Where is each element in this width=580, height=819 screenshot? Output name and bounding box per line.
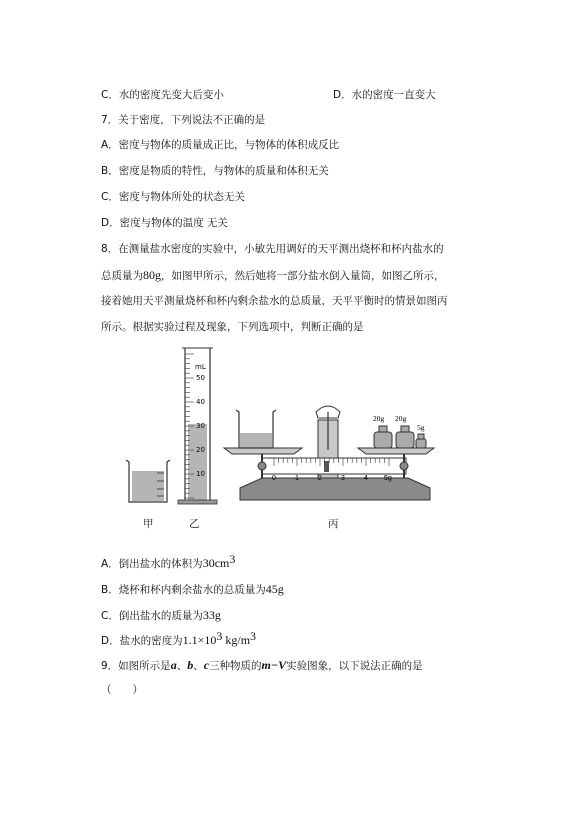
cylinder-tick-40: 40 xyxy=(196,398,205,406)
q6-option-d: D．水的密度一直变大 xyxy=(333,89,436,101)
q8-option-c: C．倒出盐水的质量为33g xyxy=(101,608,221,622)
q8-stem-line4: 所示。根据实验过程及现象，下列选项中，判断正确的是 xyxy=(101,321,364,333)
q8-stem-line3: 接着她用天平测量烧杯和杯内剩余盐水的总质量，天平平衡时的情景如图丙 xyxy=(101,295,448,307)
q8-figure xyxy=(112,340,452,540)
figure-label-jia: 甲 xyxy=(143,518,154,530)
beaker-jia xyxy=(126,460,170,502)
q7-option-a: A．密度与物体的质量成正比，与物体的体积成反比 xyxy=(101,139,340,151)
beam-scale-4: 4 xyxy=(364,475,368,482)
cylinder-tick-50: 50 xyxy=(196,374,205,382)
beam-scale-1: 1 xyxy=(295,475,299,482)
q9-answer-paren: （ ） xyxy=(101,684,143,696)
q8-option-d: D．盐水的密度为$1.1\times 10^3$ $kg/m^3$ xyxy=(101,629,257,647)
beam-scale-2: 2 xyxy=(318,475,322,482)
q9-stem: 9．如图所示是a、b、c三种物质的m−V实验图象，以下说法正确的是 xyxy=(101,658,423,672)
q7-stem: 7．关于密度，下列说法不正确的是 xyxy=(101,114,266,126)
q8-stem-line1: 8．在测量盐水密度的实验中，小敏先用调好的天平测出烧杯和杯内盐水的 xyxy=(101,243,444,255)
weight-label-20g-a: 20g xyxy=(373,414,385,423)
weight-label-5g: 5g xyxy=(417,423,425,432)
cylinder-tick-20: 20 xyxy=(196,446,205,454)
cylinder-unit: mL xyxy=(195,363,206,371)
weight-label-20g-b: 20g xyxy=(395,414,407,423)
beam-scale-3: 3 xyxy=(341,475,345,482)
cylinder-tick-30: 30 xyxy=(196,422,205,430)
q7-option-c: C．密度与物体所处的状态无关 xyxy=(101,191,245,203)
beam-scale-0: 0 xyxy=(272,475,276,482)
q8-option-a: A．倒出盐水的体积为$30cm^3$ xyxy=(101,552,236,570)
cylinder-tick-10: 10 xyxy=(196,470,205,478)
q8-stem-line2: 总质量为80g，如图甲所示，然后她将一部分盐水倒入量筒，如图乙所示， xyxy=(101,268,445,282)
q6-option-c: C．水的密度先变大后变小 xyxy=(101,89,224,101)
q8-option-b: B．烧杯和杯内剩余盐水的总质量为45g xyxy=(101,582,284,596)
q8-figure-drawing xyxy=(112,340,452,540)
figure-label-yi: 乙 xyxy=(189,518,200,530)
q7-option-d: D．密度与物体的温度 无关 xyxy=(101,217,228,229)
q7-option-b: B．密度是物质的特性，与物体的质量和体积无关 xyxy=(101,165,329,177)
figure-label-bing: 丙 xyxy=(328,518,339,530)
beam-scale-5g: 5g xyxy=(384,475,392,482)
